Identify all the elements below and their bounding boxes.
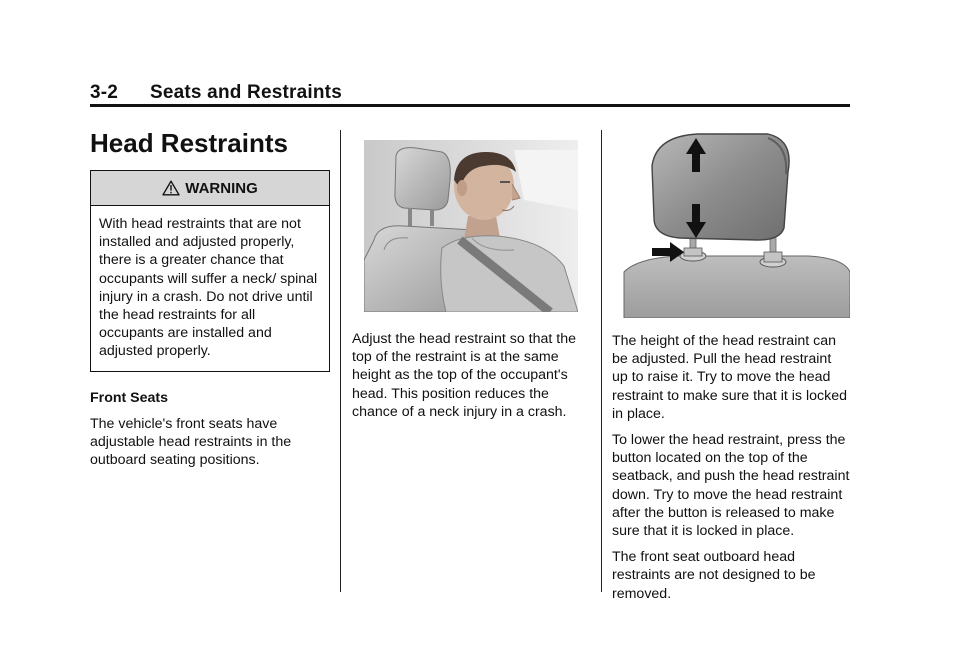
column-1: [90, 130, 330, 469]
front-seats-heading: Front Seats: [90, 389, 169, 406]
page-heading: Head Restraints: [90, 128, 288, 158]
occupant-head-restraint-illustration: [364, 140, 578, 312]
column-3: [612, 130, 850, 603]
column-divider-1: [340, 130, 341, 592]
figure2-paragraph-3: The front seat outboard head restraints are not designed to be removed.: [612, 549, 816, 602]
warning-triangle-icon: [162, 180, 180, 196]
front-seats-text: The vehicle's front seats have adjustable head restraints in the outboard seating positions.: [90, 415, 292, 469]
warning-label: WARNING: [185, 179, 258, 197]
column-2: [352, 130, 584, 421]
figure2-paragraph-1: The height of the head restraint can be adjusted. Pull the head restraint up to raise it. Try to move the head restraint to make sure that it is locked in place.: [612, 333, 847, 422]
warning-header: [91, 171, 329, 206]
page-header: [90, 82, 850, 107]
page-number: 3-2: [90, 82, 119, 103]
warning-box: [90, 170, 330, 372]
column-divider-2: [601, 130, 602, 592]
head-restraint-adjustment-illustration: [618, 132, 850, 318]
warning-text: With head restraints that are not installed and adjusted properly, there is a greater chance that occupants will suffer a neck/ spinal injury in a crash. Do not drive until the head restraints for all occupants are installed and adjusted properly.: [99, 216, 318, 360]
section-title: Seats and Restraints: [150, 82, 342, 103]
figure2-paragraph-2: To lower the head restraint, press the button located on the top of the seatback, and push the head restraint down. Try to move the head restraint after the button is released to make sure that it is locked in place.: [612, 432, 850, 540]
figure1-caption: Adjust the head restraint so that the top of the restraint is at the same height as the top of the occupant's head. This position reduces the chance of a neck injury in a crash.: [352, 331, 576, 420]
